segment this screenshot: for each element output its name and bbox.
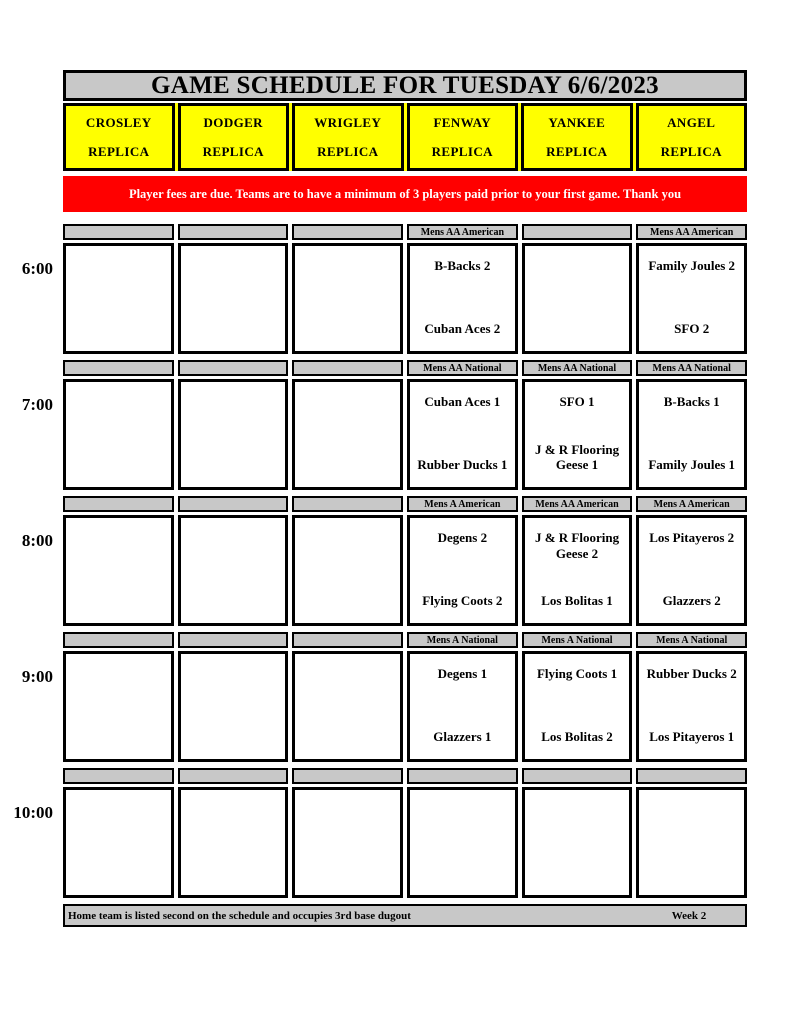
field-header-row [63, 103, 747, 171]
game-cell [522, 243, 633, 354]
division-label [178, 360, 289, 376]
field-name: WRIGLEY [314, 114, 382, 130]
division-label: Mens AA National [407, 360, 518, 376]
home-team: Glazzers 1 [433, 729, 492, 745]
gutter-spacer [0, 632, 59, 648]
division-label: Mens A National [522, 632, 633, 648]
field-name: FENWAY [433, 114, 492, 130]
gutter-spacer [0, 360, 59, 376]
game-row [0, 515, 747, 626]
division-label [178, 224, 289, 240]
time-label: 10:00 [13, 803, 53, 822]
time-block-900 [0, 632, 747, 762]
field-sub: REPLICA [202, 143, 264, 159]
game-cell [292, 379, 403, 490]
division-label [636, 768, 747, 784]
game-cell [407, 515, 518, 626]
division-strip-row [0, 224, 747, 240]
home-team: Los Bolitas 1 [541, 593, 613, 609]
field-sub: REPLICA [317, 143, 379, 159]
division-label: Mens AA American [636, 224, 747, 240]
home-team: Family Joules 1 [648, 457, 736, 473]
game-cell [63, 243, 174, 354]
division-label: Mens A National [636, 632, 747, 648]
schedule-sheet [0, 70, 791, 927]
division-label [292, 768, 403, 784]
gutter-spacer [0, 768, 59, 784]
division-label [63, 224, 174, 240]
game-cell [522, 515, 633, 626]
field-header-crosley [63, 103, 175, 171]
home-team: Rubber Ducks 1 [417, 457, 508, 473]
game-cell [636, 651, 747, 762]
field-sub: REPLICA [88, 143, 150, 159]
game-row [0, 243, 747, 354]
away-team: J & R Flooring Geese 2 [534, 530, 620, 561]
game-row [0, 651, 747, 762]
division-label [178, 768, 289, 784]
home-team: Los Bolitas 2 [541, 729, 613, 745]
game-cell [636, 515, 747, 626]
time-block-800 [0, 496, 747, 626]
away-team: Cuban Aces 1 [424, 394, 501, 409]
game-cell [522, 787, 633, 898]
game-cell [63, 379, 174, 490]
game-cell [178, 379, 289, 490]
away-team: Degens 1 [437, 666, 488, 681]
home-team: J & R Flooring Geese 1 [534, 441, 620, 473]
division-label [63, 632, 174, 648]
game-cell [636, 379, 747, 490]
division-label: Mens AA American [407, 224, 518, 240]
division-label [407, 768, 518, 784]
game-cell [178, 243, 289, 354]
away-team: SFO 1 [559, 394, 595, 409]
home-team: Los Pitayeros 1 [649, 729, 735, 745]
game-cell [178, 651, 289, 762]
field-sub: REPLICA [660, 143, 722, 159]
division-label: Mens A American [636, 496, 747, 512]
field-sub: REPLICA [546, 143, 608, 159]
division-label [292, 224, 403, 240]
away-team: Family Joules 2 [648, 258, 736, 273]
division-strip-row [0, 768, 747, 784]
away-team: B-Backs 1 [663, 394, 720, 409]
game-cell [636, 243, 747, 354]
division-label: Mens AA National [636, 360, 747, 376]
away-team: Flying Coots 1 [536, 666, 618, 681]
game-row [0, 787, 747, 898]
away-team: Rubber Ducks 2 [646, 666, 737, 681]
division-label [63, 360, 174, 376]
game-cell [292, 243, 403, 354]
game-cell [407, 243, 518, 354]
field-name: ANGEL [667, 114, 716, 130]
division-label [63, 496, 174, 512]
time-label: 7:00 [21, 395, 53, 414]
time-label: 9:00 [21, 667, 53, 686]
away-team: Degens 2 [437, 530, 488, 545]
division-label: Mens A National [407, 632, 518, 648]
game-cell [407, 379, 518, 490]
field-name: CROSLEY [85, 114, 152, 130]
division-strip-row [0, 632, 747, 648]
division-label [63, 768, 174, 784]
game-cell [407, 787, 518, 898]
time-block-1000 [0, 768, 747, 898]
game-cell [522, 651, 633, 762]
division-label [522, 224, 633, 240]
home-team: Flying Coots 2 [422, 593, 503, 609]
division-label: Mens A American [407, 496, 518, 512]
away-team: Los Pitayeros 2 [649, 530, 735, 545]
field-name: DODGER [203, 114, 263, 130]
time-label: 8:00 [21, 531, 53, 550]
division-strip-row [0, 496, 747, 512]
division-label [178, 496, 289, 512]
home-team: Cuban Aces 2 [424, 321, 501, 337]
game-cell [292, 651, 403, 762]
game-cell [292, 787, 403, 898]
division-label [292, 632, 403, 648]
game-cell [63, 651, 174, 762]
game-cell [178, 515, 289, 626]
game-cell [292, 515, 403, 626]
game-cell [63, 787, 174, 898]
footer-bar [63, 904, 747, 927]
field-header-dodger [178, 103, 290, 171]
home-team-note: Home team is listed second on the schedule and occupies 3rd base dugout [68, 909, 411, 922]
division-label [522, 768, 633, 784]
gutter-spacer [0, 224, 59, 240]
game-cell [636, 787, 747, 898]
home-team: SFO 2 [674, 321, 710, 337]
field-header-fenway [407, 103, 519, 171]
time-block-600 [0, 224, 747, 354]
field-name: YANKEE [548, 114, 606, 130]
division-label [292, 360, 403, 376]
away-team: B-Backs 2 [434, 258, 491, 273]
game-cell [178, 787, 289, 898]
page-title: GAME SCHEDULE FOR TUESDAY 6/6/2023 [63, 70, 747, 101]
game-row [0, 379, 747, 490]
time-label: 6:00 [21, 259, 53, 278]
home-team: Glazzers 2 [662, 593, 721, 609]
field-header-wrigley [292, 103, 404, 171]
gutter-spacer [0, 496, 59, 512]
player-fees-notice: Player fees are due. Teams are to have a minimum of 3 players paid prior to your first game. Thank you [63, 176, 747, 212]
game-cell [522, 379, 633, 490]
field-sub: REPLICA [431, 143, 493, 159]
week-label: Week 2 [671, 909, 707, 922]
field-header-angel [636, 103, 748, 171]
game-cell [407, 651, 518, 762]
division-strip-row [0, 360, 747, 376]
division-label [178, 632, 289, 648]
game-cell [63, 515, 174, 626]
division-label: Mens AA National [522, 360, 633, 376]
time-block-700 [0, 360, 747, 490]
division-label [292, 496, 403, 512]
field-header-yankee [521, 103, 633, 171]
division-label: Mens AA American [522, 496, 633, 512]
